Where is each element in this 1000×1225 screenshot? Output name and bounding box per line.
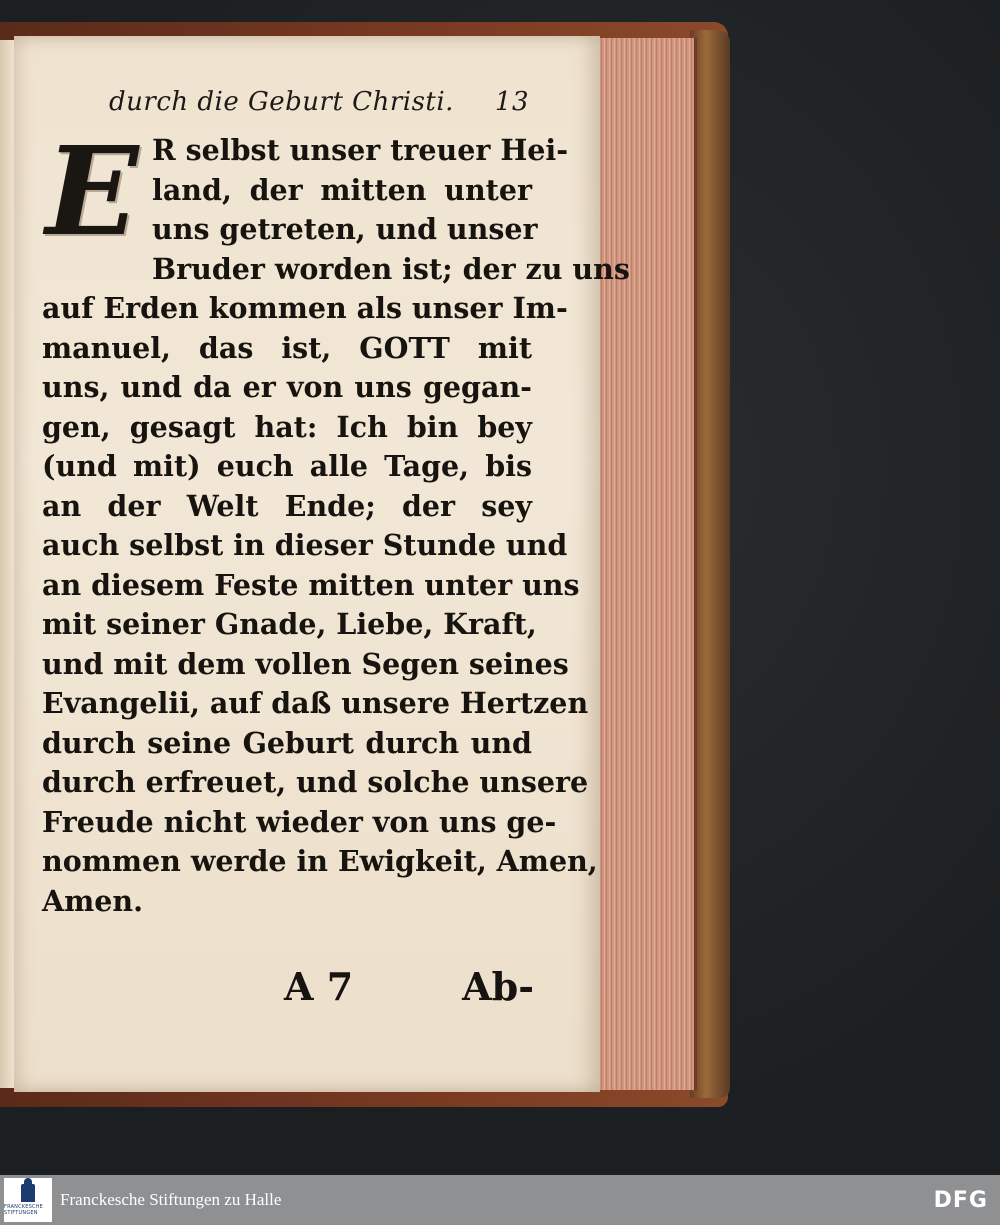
page-block-edges [598,38,697,1090]
signature-mark: A 7 [284,963,354,1009]
signature-row [284,961,534,1011]
running-head-title: durch die Geburt Christi. [109,87,454,117]
text-line: nommen werde in Ewigkeit, Amen, [42,844,598,878]
text-line: Amen. [42,883,144,918]
dfg-logo[interactable]: DFG [933,1187,988,1213]
text-line: auch selbst in dieser Stunde und [42,528,568,562]
text-line: Evangelii, auf daß unsere Hertzen [42,686,589,720]
text-line: und mit dem vollen Segen seines [42,646,569,681]
text-line: mit seiner Gnade, Liebe, Kraft, [42,607,537,641]
text-line: Freude nicht wieder von uns ge- [42,804,557,839]
text-line: manuel, das ist, GOTT mit [42,330,532,365]
decorated-initial: E [45,119,139,263]
text-line: (und mit) euch alle Tage, bis [42,449,532,483]
tower-icon [21,1184,35,1202]
text-line: Bruder worden ist; der zu uns [152,251,630,286]
text-line: auf Erden kommen als unser Im- [42,291,568,325]
catchword: Ab- [462,963,534,1009]
body-text [42,119,630,931]
text-line: durch erfreuet, und solche unsere [42,765,589,799]
text-line: gen, gesagt hat: Ich bin bey [42,409,532,444]
page-number: 13 [494,87,529,117]
text-line: an diesem Feste mitten unter uns [42,567,580,602]
text-line: R selbst unser treuer Hei- [152,133,569,167]
text-line: durch seine Geburt durch und [42,725,532,760]
text-line: uns, und da er von uns gegan- [42,370,532,404]
logo-caption: FRANCKESCHE STIFTUNGEN [4,1204,44,1216]
text-line: an der Welt Ende; der sey [42,488,532,523]
book-page [14,36,630,1092]
running-head [109,82,529,122]
text-line: land, der mitten unter [152,172,532,207]
text-line: uns getreten, und unser [152,212,538,246]
institution-name[interactable]: Franckesche Stiftungen zu Halle [60,1190,282,1209]
footer-bar [0,1175,1000,1225]
institution-logo[interactable] [4,1178,52,1222]
facing-page-edge [0,40,15,1088]
